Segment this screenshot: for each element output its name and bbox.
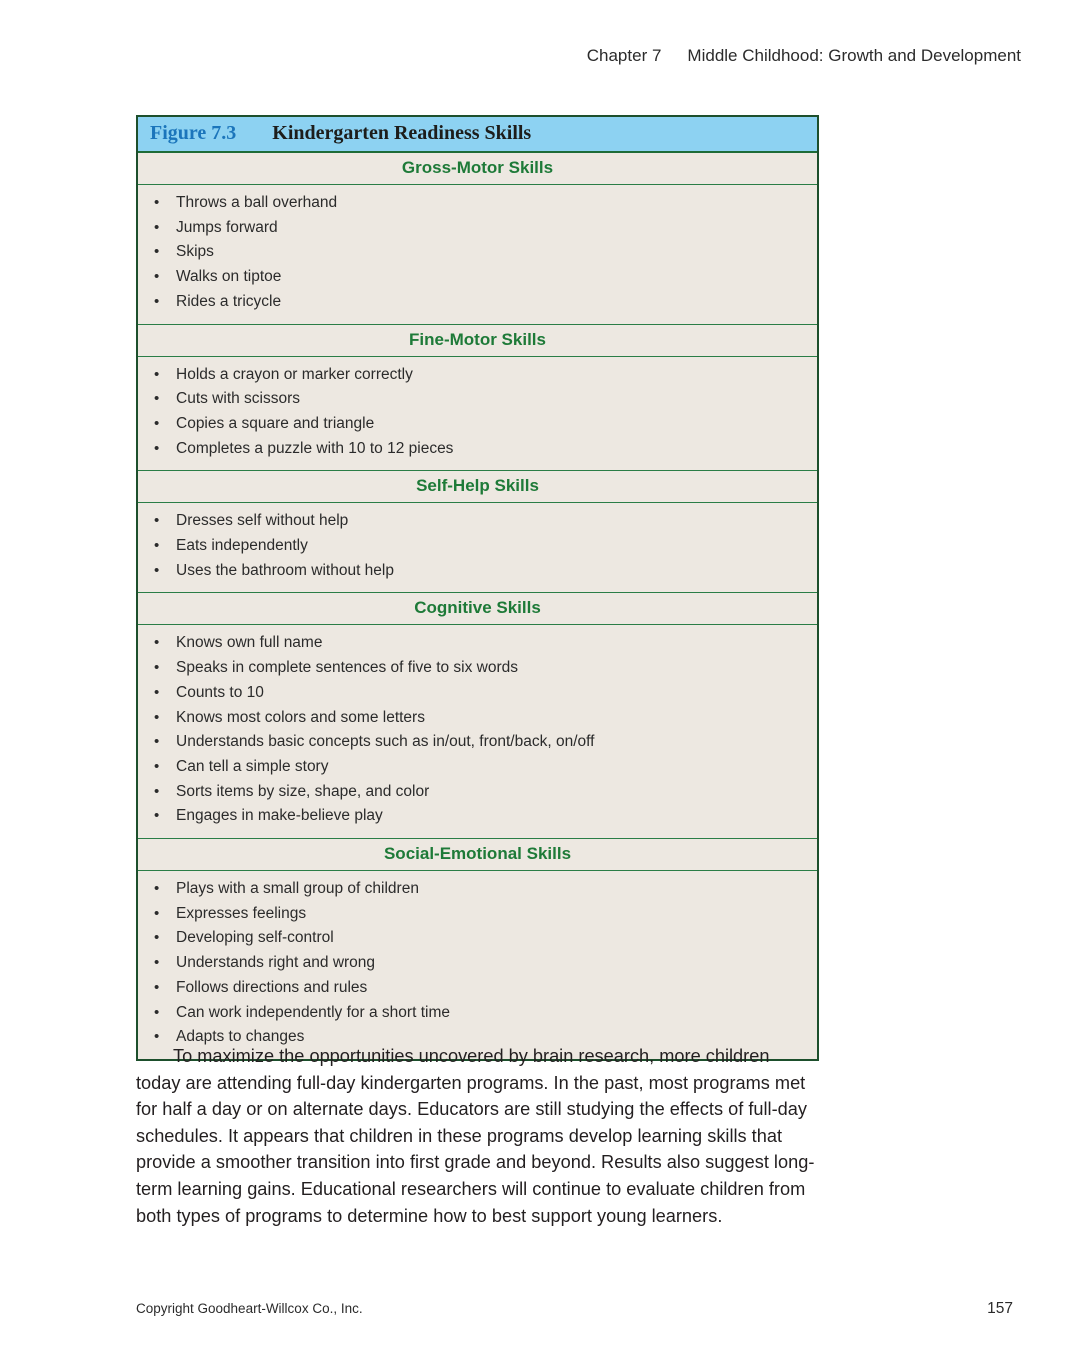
- skill-item: • Engages in make-believe play: [138, 804, 817, 829]
- page-footer: [136, 1300, 1013, 1318]
- skill-item: • Uses the bathroom without help: [138, 559, 817, 584]
- skill-item: • Developing self-control: [138, 926, 817, 951]
- skill-item: • Adapts to changes: [138, 1025, 817, 1050]
- skill-list-social-emotional: [138, 871, 817, 1059]
- skill-item: • Understands right and wrong: [138, 951, 817, 976]
- skill-item: • Jumps forward: [138, 216, 817, 241]
- skill-list-fine-motor: [138, 357, 817, 472]
- skill-list-cognitive: [138, 625, 817, 839]
- section-heading-gross-motor: Gross-Motor Skills: [138, 153, 817, 185]
- skill-item: • Can tell a simple story: [138, 755, 817, 780]
- skill-item: • Sorts items by size, shape, and color: [138, 780, 817, 805]
- figure-label: Figure 7.3: [150, 122, 237, 144]
- skill-item: • Follows directions and rules: [138, 976, 817, 1001]
- skill-item: • Skips: [138, 240, 817, 265]
- skill-item: • Eats independently: [138, 534, 817, 559]
- skill-item: • Dresses self without help: [138, 509, 817, 534]
- skill-item: • Speaks in complete sentences of five to six words: [138, 656, 817, 681]
- skill-item: • Understands basic concepts such as in/out, front/back, on/off: [138, 730, 817, 755]
- figure-table: [136, 115, 819, 1061]
- skill-item: • Walks on tiptoe: [138, 265, 817, 290]
- figure-title: Kindergarten Readiness Skills: [272, 122, 532, 144]
- figure-header: [138, 117, 817, 153]
- skill-item: • Knows own full name: [138, 631, 817, 656]
- section-heading-cognitive: Cognitive Skills: [138, 593, 817, 625]
- running-head: [587, 46, 1021, 66]
- skill-item: • Copies a square and triangle: [138, 412, 817, 437]
- skill-item: • Counts to 10: [138, 681, 817, 706]
- footer-copyright: Copyright Goodheart-Willcox Co., Inc.: [136, 1301, 363, 1316]
- skill-item: • Expresses feelings: [138, 902, 817, 927]
- skill-item: • Knows most colors and some letters: [138, 706, 817, 731]
- skill-list-gross-motor: [138, 185, 817, 325]
- body-paragraph: To maximize the opportunities uncovered by brain research, more children today are attending full-day kindergarten programs. In the past, most programs met for half a day or on alternate days. Educators are still studying the effects of full-day schedules. It appears that children in these programs develop learning skills that provide a smoother transition into first grade and beyond. Results also suggest long-term learning gains. Educational researchers will continue to evaluate children from both types of programs to determine how to best support young learners.: [136, 1046, 815, 1226]
- skill-item: • Plays with a small group of children: [138, 877, 817, 902]
- skill-item: • Cuts with scissors: [138, 387, 817, 412]
- section-heading-social-emotional: Social-Emotional Skills: [138, 839, 817, 871]
- section-heading-self-help: Self-Help Skills: [138, 471, 817, 503]
- skill-item: • Throws a ball overhand: [138, 191, 817, 216]
- section-heading-fine-motor: Fine-Motor Skills: [138, 325, 817, 357]
- skill-item: • Completes a puzzle with 10 to 12 pieces: [138, 437, 817, 462]
- skill-item: • Holds a crayon or marker correctly: [138, 363, 817, 388]
- skill-item: • Rides a tricycle: [138, 290, 817, 315]
- running-head-title: Middle Childhood: Growth and Development: [687, 46, 1021, 65]
- running-head-chapter: Chapter 7: [586, 46, 662, 65]
- footer-page-number: 157: [987, 1300, 1013, 1317]
- skill-list-self-help: [138, 503, 817, 593]
- skill-item: • Can work independently for a short time: [138, 1001, 817, 1026]
